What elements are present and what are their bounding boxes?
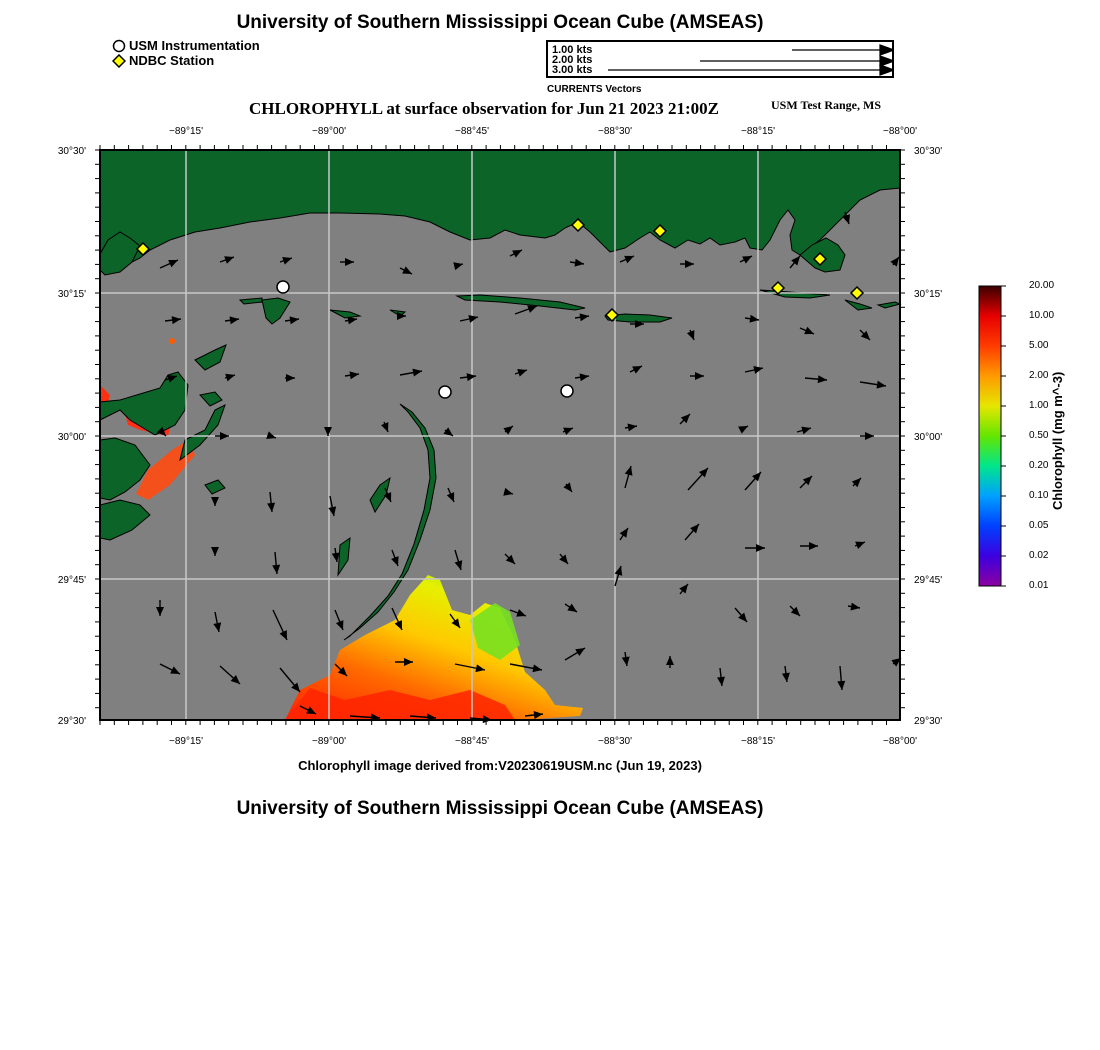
lon-label-bottom: −88°15' bbox=[741, 736, 775, 747]
footer-title: University of Southern Mississippi Ocean Cube (AMSEAS) bbox=[236, 798, 764, 819]
legend-ndbc-label: NDBC Station bbox=[129, 53, 215, 68]
colorbar-tick: 0.50 bbox=[1029, 430, 1049, 441]
colorbar-tick: 0.02 bbox=[1029, 550, 1049, 561]
lon-label-top: −88°45' bbox=[455, 126, 489, 137]
vector-key-row: 3.00 kts bbox=[552, 64, 593, 76]
lon-label-top: −88°30' bbox=[598, 126, 632, 137]
colorbar-title: Chlorophyll (mg m^-3) bbox=[1050, 371, 1065, 510]
image-source: Chlorophyll image derived from:V20230619USM.nc (Jun 19, 2023) bbox=[298, 758, 702, 773]
lat-label-right: 30°15' bbox=[914, 289, 943, 300]
range-label: USM Test Range, MS bbox=[771, 98, 882, 112]
lat-label-right: 30°30' bbox=[914, 146, 943, 157]
colorbar-tick: 20.00 bbox=[1029, 280, 1055, 291]
vector-key-row: 2.00 kts bbox=[552, 54, 593, 66]
lat-label-left: 30°15' bbox=[57, 289, 86, 300]
colorbar-tick: 2.00 bbox=[1029, 370, 1049, 381]
lat-label-left: 30°00' bbox=[57, 432, 86, 443]
usm-station-marker bbox=[277, 281, 289, 293]
colorbar-tick: 0.05 bbox=[1029, 520, 1049, 531]
colorbar-tick: 0.01 bbox=[1029, 580, 1049, 591]
usm-station-marker bbox=[561, 385, 573, 397]
lon-label-bottom: −89°15' bbox=[169, 736, 203, 747]
usm-station-marker bbox=[439, 386, 451, 398]
lat-label-left: 29°45' bbox=[57, 575, 86, 586]
legend-usm-label: USM Instrumentation bbox=[129, 38, 260, 53]
colorbar-tick: 5.00 bbox=[1029, 340, 1049, 351]
colorbar-tick: 0.10 bbox=[1029, 490, 1049, 501]
lat-label-right: 30°00' bbox=[914, 432, 943, 443]
vector-key-label: CURRENTS Vectors bbox=[547, 84, 642, 95]
lon-label-top: −88°00' bbox=[883, 126, 917, 137]
lon-label-bottom: −88°45' bbox=[455, 736, 489, 747]
colorbar-tick: 10.00 bbox=[1029, 310, 1055, 321]
lat-label-right: 29°30' bbox=[914, 716, 943, 727]
lon-label-bottom: −88°30' bbox=[598, 736, 632, 747]
colorbar bbox=[978, 285, 1008, 587]
map-subtitle: CHLOROPHYLL at surface observation for Jun 21 2023 21:00Z bbox=[249, 99, 720, 118]
lon-label-top: −89°15' bbox=[169, 126, 203, 137]
lat-label-right: 29°45' bbox=[914, 575, 943, 586]
lon-label-bottom: −89°00' bbox=[312, 736, 346, 747]
lat-label-left: 29°30' bbox=[57, 716, 86, 727]
page-title: University of Southern Mississippi Ocean Cube (AMSEAS) bbox=[236, 12, 764, 33]
lat-label-left: 30°30' bbox=[57, 146, 86, 157]
lon-label-bottom: −88°00' bbox=[883, 736, 917, 747]
colorbar-tick: 1.00 bbox=[1029, 400, 1049, 411]
vector-key-row: 1.00 kts bbox=[552, 44, 593, 56]
lon-label-top: −88°15' bbox=[741, 126, 775, 137]
colorbar-tick: 0.20 bbox=[1029, 460, 1049, 471]
lon-label-top: −89°00' bbox=[312, 126, 346, 137]
